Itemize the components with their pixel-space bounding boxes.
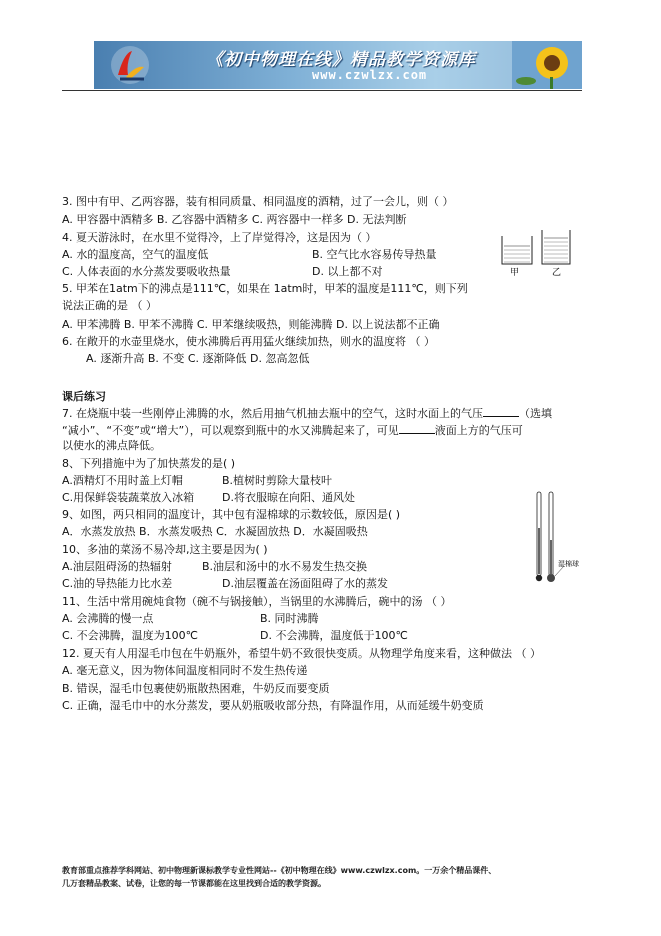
fill-blank[interactable] xyxy=(483,405,519,417)
header-banner xyxy=(94,41,582,89)
wet-cotton-label: 湿棉球 xyxy=(558,560,579,568)
question-4-options-cd xyxy=(62,265,383,279)
site-logo-icon xyxy=(110,45,150,85)
question-12-option-b: B. 错误，湿毛巾包裹使奶瓶散热困难，牛奶反而要变质 xyxy=(62,682,330,695)
container-b-label: 乙 xyxy=(552,268,562,278)
thermometers-figure xyxy=(530,488,582,588)
question-8-options-ab xyxy=(62,474,333,488)
question-9-options: A．水蒸发放热 B．水蒸发吸热 C．水凝固放热 D．水凝固吸热 xyxy=(62,525,368,538)
question-10-options-ab xyxy=(62,560,368,574)
question-4-options-ab xyxy=(62,248,437,262)
q7-text-a2: （选填 xyxy=(519,407,552,420)
question-6-options: A. 逐渐升高 B. 不变 C. 逐渐降低 D. 忽高忽低 xyxy=(86,352,310,365)
containers-figure xyxy=(498,228,578,278)
option-b: B.植树时剪除大量枝叶 xyxy=(222,474,333,487)
section-title: 课后练习 xyxy=(62,390,106,403)
question-8: 8、下列措施中为了加快蒸发的是( ) xyxy=(62,457,236,470)
question-11: 11、生活中常用碗炖食物（碗不与锅接触），当锅里的水沸腾后，碗中的汤 （ ） xyxy=(62,595,452,608)
option-c: C.油的导热能力比水差 xyxy=(62,577,173,590)
header-divider xyxy=(62,90,582,91)
question-3: 3. 图中有甲、乙两容器，装有相同质量、相同温度的酒精，过了一会儿，则（ ） xyxy=(62,195,454,208)
fill-blank[interactable] xyxy=(399,422,435,434)
q7-text-b: “减小”、“不变”或“增大”），可以观察到瓶中的水又沸腾起来了，可见 xyxy=(62,424,399,437)
question-12: 12. 夏天有人用湿毛巾包在牛奶瓶外，希望牛奶不致很快变质。从物理学角度来看，这种做法 （ ） xyxy=(62,647,541,660)
option-a: A. 水的温度高，空气的温度低 xyxy=(62,248,209,261)
footer-line-2: 几万套精品教案、试卷，让您的每一节课都能在这里找到合适的教学资源。 xyxy=(62,879,326,888)
footer-line-1: 教育部重点推荐学科网站、初中物理新课标教学专业性网站--《初中物理在线》www.czwlzx.com。一万余个精品课件、 xyxy=(62,866,497,875)
option-c: C. 人体表面的水分蒸发要吸收热量 xyxy=(62,265,231,278)
question-11-options-cd xyxy=(62,629,408,643)
q7-text-b2: 液面上方的气压可 xyxy=(434,424,523,437)
question-3-options: A. 甲容器中酒精多 B. 乙容器中酒精多 C. 两容器中一样多 D. 无法判断 xyxy=(62,213,407,226)
question-10: 10、多油的菜汤不易冷却,这主要是因为( ) xyxy=(62,543,268,556)
page-footer xyxy=(62,864,602,890)
question-10-options-cd xyxy=(62,577,388,591)
option-d: D.将衣服晾在向阳、通风处 xyxy=(222,491,355,504)
container-a-label: 甲 xyxy=(510,268,520,278)
question-11-options-ab xyxy=(62,612,319,626)
option-a: A.油层阻碍汤的热辐射 xyxy=(62,560,172,573)
question-7-line2 xyxy=(62,422,523,438)
option-b: B. 同时沸腾 xyxy=(260,612,319,625)
question-5-line1: 5. 甲苯在1atm下的沸点是111℃，如果在 1atm时，甲苯的温度是111℃，则下列 xyxy=(62,282,468,295)
question-7-line3: 以使水的沸点降低。 xyxy=(62,439,161,452)
option-b: B. 空气比水容易传导热量 xyxy=(312,248,437,261)
question-4: 4. 夏天游泳时，在水里不觉得冷，上了岸觉得冷，这是因为（ ） xyxy=(62,231,377,244)
question-8-options-cd xyxy=(62,491,355,505)
sunflower-icon xyxy=(512,41,582,89)
question-5-line2: 说法正确的是 （ ） xyxy=(62,299,157,312)
banner-title: 《初中物理在线》精品教学资源库 xyxy=(206,50,476,70)
option-a: A.酒精灯不用时盖上灯帽 xyxy=(62,474,183,487)
q7-text-a: 7. 在烧瓶中装一些刚停止沸腾的水，然后用抽气机抽去瓶中的空气，这时水面上的气压 xyxy=(62,407,483,420)
question-9: 9、如图，两只相同的温度计，其中包有湿棉球的示数较低，原因是( ) xyxy=(62,508,401,521)
option-c: C.用保鲜袋装蔬菜放入冰箱 xyxy=(62,491,195,504)
question-12-option-a: A. 毫无意义，因为物体间温度相同时不发生热传递 xyxy=(62,664,308,677)
question-12-option-c: C. 正确，湿毛巾中的水分蒸发，要从奶瓶吸收部分热，有降温作用，从而延缓牛奶变质 xyxy=(62,699,484,712)
banner-url: www.czwlzx.com xyxy=(312,68,428,82)
question-6: 6. 在敞开的水壶里烧水，使水沸腾后再用猛火继续加热，则水的温度将 （ ） xyxy=(62,335,435,348)
question-7-line1 xyxy=(62,405,552,421)
option-d: D. 不会沸腾，温度低于100℃ xyxy=(260,629,408,642)
option-d: D.油层覆盖在汤面阻碍了水的蒸发 xyxy=(222,577,388,590)
question-5-options: A. 甲苯沸腾 B. 甲苯不沸腾 C. 甲苯继续吸热，则能沸腾 D. 以上说法都不正确 xyxy=(62,318,440,331)
option-d: D. 以上都不对 xyxy=(312,265,383,278)
option-c: C. 不会沸腾，温度为100℃ xyxy=(62,629,199,642)
option-b: B.油层和汤中的水不易发生热交换 xyxy=(202,560,368,573)
option-a: A. 会沸腾的慢一点 xyxy=(62,612,154,625)
